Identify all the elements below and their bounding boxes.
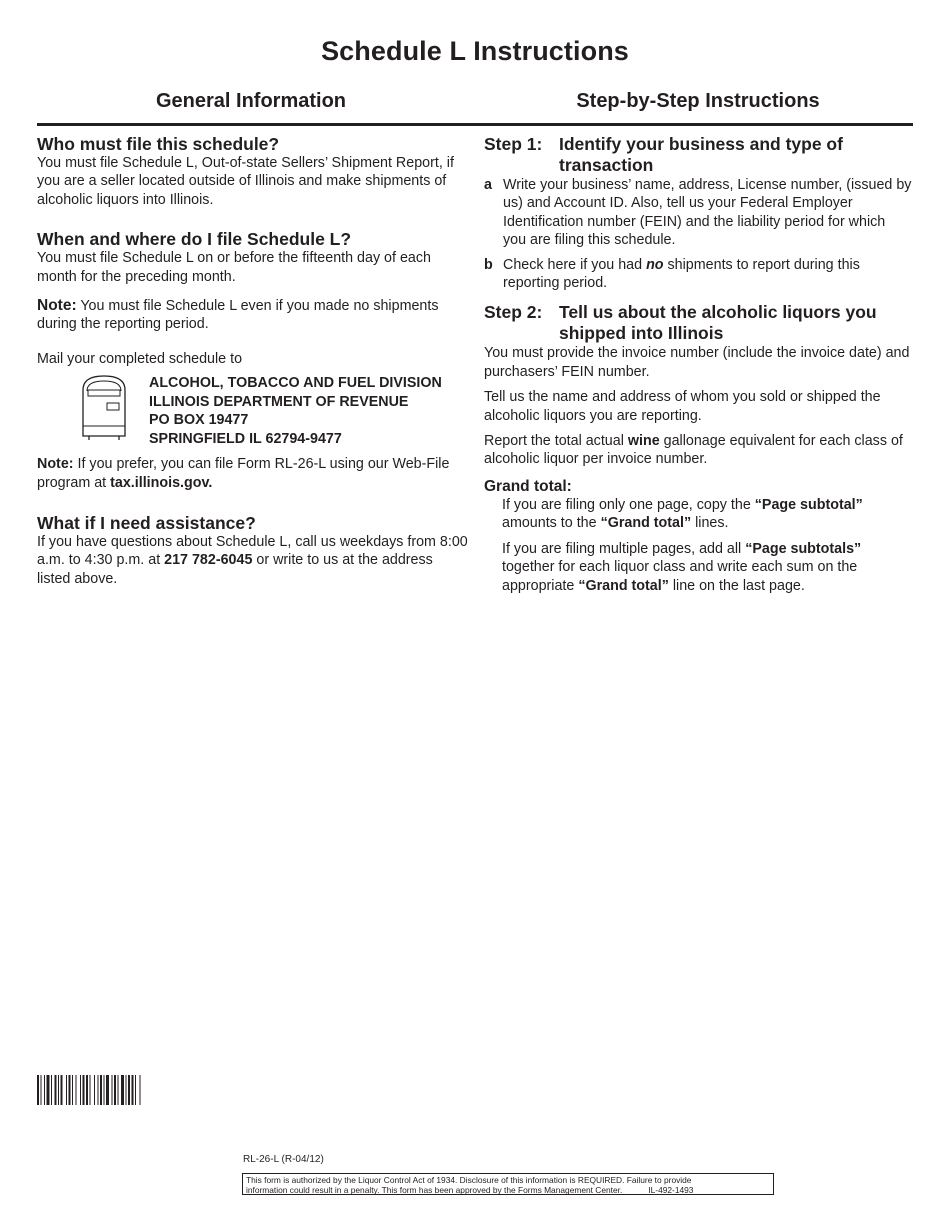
step-2-wine-text: Report the total actual wine gallonage equivalent for each class of alcoholic liquor per invoice number. xyxy=(484,433,903,468)
barcode-bar xyxy=(135,1075,136,1105)
step-2-invoice-text: You must provide the invoice number (include the invoice date) and purchasers’ FEIN number. xyxy=(484,345,910,380)
barcode-bar xyxy=(140,1075,141,1105)
barcode-bar xyxy=(51,1075,52,1105)
when-where-heading: When and where do I file Schedule L? xyxy=(37,229,352,250)
no-emphasis: no xyxy=(646,256,664,273)
assistance-heading: What if I need assistance? xyxy=(37,513,256,534)
header-rule xyxy=(37,123,913,126)
barcode-bar xyxy=(114,1075,116,1105)
barcode-bar xyxy=(80,1075,81,1105)
barcode-bar xyxy=(121,1075,124,1105)
address-line: SPRINGFIELD IL 62794-9477 xyxy=(149,430,342,447)
note-text: If you prefer, you can file Form RL-26-L using our Web-File program at xyxy=(37,456,450,491)
authorization-notice xyxy=(242,1173,774,1195)
note-label: Note: xyxy=(37,456,74,473)
address-line: ILLINOIS DEPARTMENT OF REVENUE xyxy=(149,393,409,410)
mail-intro: Mail your completed schedule to xyxy=(37,350,243,367)
barcode-bar xyxy=(118,1075,119,1105)
step-2-name-address-text: Tell us the name and address of whom you sold or shipped the alcoholic liquors you are reporting. xyxy=(484,389,881,424)
barcode-bar xyxy=(94,1075,95,1105)
barcode-bar xyxy=(61,1075,63,1105)
barcode-bar xyxy=(98,1075,99,1105)
general-information-column xyxy=(37,134,468,588)
grand-total-single-page: If you are filing only one page, copy the “Page subtotal” amounts to the “Grand total” lines. xyxy=(502,496,863,532)
authorization-line-2: information could result in a penalty. This form has been approved by the Forms Management Center. xyxy=(246,1185,623,1195)
barcode-bar xyxy=(69,1075,71,1105)
step-by-step-column xyxy=(484,134,912,595)
barcode-bar xyxy=(104,1075,105,1105)
mailbox-icon xyxy=(37,374,149,448)
barcode-bar xyxy=(128,1075,130,1105)
step-2-heading: Step 2: Tell us about the alcoholic liquors you shipped into Illinois xyxy=(484,302,877,344)
who-must-file-text: You must file Schedule L, Out-of-state Sellers’ Shipment Report, if you are a seller located outside of Illinois and make shipments of alcoholic liquors into Illinois. xyxy=(37,155,454,208)
note-web-file xyxy=(37,455,468,492)
grand-total-multiple-pages: If you are filing multiple pages, add all “Page subtotals” together for each liquor class and write each sum on the appropriate “Grand total” line on the last page. xyxy=(502,540,862,594)
address-line: ALCOHOL, TOBACCO AND FUEL DIVISION xyxy=(149,375,442,392)
when-where-text: You must file Schedule L on or before the fifteenth day of each month for the preceding month. xyxy=(37,250,431,285)
note-label: Note: xyxy=(37,297,77,315)
grand-total-heading: Grand total: xyxy=(484,477,572,495)
step-by-step-header: Step-by-Step Instructions xyxy=(576,90,820,112)
page-title: Schedule L Instructions xyxy=(321,36,629,66)
barcode-bar xyxy=(126,1075,127,1105)
who-must-file-heading: Who must file this schedule? xyxy=(37,134,280,154)
center-code: IL-492-1493 xyxy=(648,1185,694,1195)
barcode-bar xyxy=(83,1075,85,1105)
barcode-bar xyxy=(100,1075,102,1105)
barcode-bar xyxy=(90,1075,91,1105)
barcode-bar xyxy=(66,1075,67,1105)
step-1b: b Check here if you had no shipments to report during this reporting period. xyxy=(484,256,860,292)
tax-illinois-link[interactable]: tax.illinois.gov. xyxy=(110,474,213,491)
phone-number: 217 782-6045 xyxy=(164,552,253,569)
barcode-bar xyxy=(72,1075,73,1105)
barcode-bar xyxy=(44,1075,45,1105)
note-no-shipments xyxy=(37,297,468,334)
barcode-bar xyxy=(58,1075,59,1105)
authorization-line-1: This form is authorized by the Liquor Control Act of 1934. Disclosure of this information is REQUIRED. Failure to provide xyxy=(246,1175,692,1185)
barcode-bar xyxy=(112,1075,113,1105)
barcode-bar xyxy=(37,1075,39,1105)
mailing-address-block xyxy=(37,374,468,448)
step-1a: a Write your business’ name, address, License number, (issued by us) and Account ID. Also, tell us your Federal Employer Identification number (FEIN) and the liability period for which you are filing this schedule. xyxy=(484,177,912,249)
general-information-header: General Information xyxy=(155,90,347,112)
step-1-heading: Step 1: Identify your business and type of transaction xyxy=(484,134,843,175)
address-line: PO BOX 19477 xyxy=(149,412,249,429)
barcode-bar xyxy=(55,1075,57,1105)
barcode-bar xyxy=(106,1075,109,1105)
barcode-bar xyxy=(41,1075,42,1105)
assistance-text: If you have questions about Schedule L, call us weekdays from 8:00 a.m. to 4:30 p.m. at 217 782-6045 or write to us at the address listed above. xyxy=(37,534,468,587)
barcode-icon xyxy=(37,1075,194,1105)
note-text: You must file Schedule L even if you made no shipments during the reporting period. xyxy=(37,298,439,333)
barcode-bar xyxy=(132,1075,134,1105)
barcode-bar xyxy=(47,1075,50,1105)
barcode-bar xyxy=(76,1075,77,1105)
barcode-bar xyxy=(86,1075,88,1105)
form-number: RL-26-L (R-04/12) xyxy=(243,1154,324,1165)
